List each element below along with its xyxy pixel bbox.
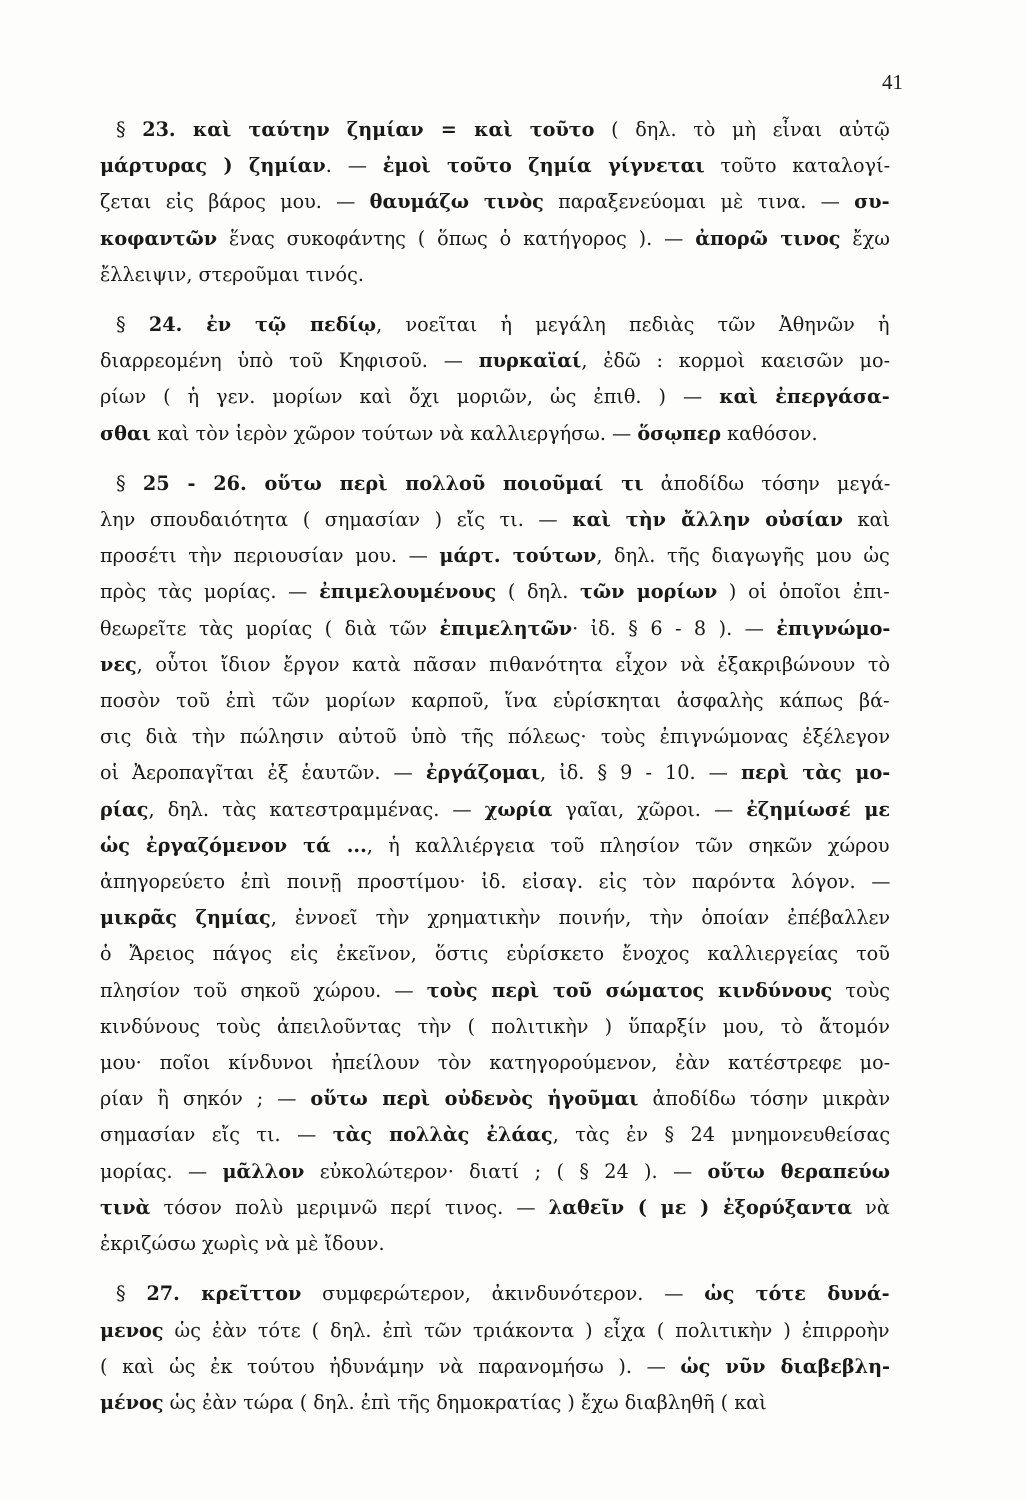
text-run: . —	[325, 154, 383, 178]
text-line	[100, 1117, 890, 1153]
text-run: , ἐννοεῖ τὴν χρηματικὴν ποινήν, τὴν ὁποίαν ἐπέβαλλεν	[270, 906, 890, 930]
text-line	[100, 1081, 890, 1117]
text-run: οἱ Ἀεροπαγῖται ἐξ ἑαυτῶν. —	[100, 761, 426, 785]
text-line	[100, 719, 890, 755]
text-run: ὡς ἐὰν τότε ( δηλ. ἐπὶ τῶν τριάκοντα ) εἶχα ( πολιτικὴν ) ἐπιρροὴν	[163, 1318, 890, 1342]
text-run: , οὗτοι ἴδιον ἔργον κατὰ πᾶσαν πιθανότητα εἶχον νὰ ἐξακριβώνουν τὸ	[136, 652, 890, 676]
bold-lemma: καὶ τὴν ἄλλην οὐσίαν	[572, 508, 843, 532]
text-line	[100, 1226, 890, 1262]
bold-lemma: ὡς νῦν διαβεβλη-	[680, 1354, 890, 1378]
text-line	[100, 900, 890, 936]
text-run: ρίων ( ἡ γεν. μορίων καὶ ὄχι μοριῶν, ὡς ἐπιθ. ) —	[100, 385, 720, 409]
text-run: μορίας. —	[100, 1159, 223, 1183]
bold-lemma: ἀπορῶ τινος	[695, 226, 841, 250]
text-run: συμφερώτερον, ἀκινδυνότερον. —	[301, 1282, 705, 1306]
text-run: τοὺς	[832, 978, 890, 1002]
bold-lemma: μένος	[100, 1390, 164, 1414]
text-run: , δηλ. τῆς διαγωγῆς μου ὡς	[596, 544, 890, 568]
bold-lemma: 23. καὶ ταύτην ζημίαν = καὶ τοῦτο	[142, 118, 595, 141]
text-run: καθόσον.	[721, 421, 818, 445]
bold-lemma: κοφαντῶν	[100, 226, 218, 250]
text-run: θεωρεῖτε τὰς μορίας ( διὰ τῶν	[100, 616, 440, 640]
text-line	[100, 502, 890, 538]
text-run: ἕνας συκοφάντης ( ὅπως ὁ κατήγορος ). —	[217, 226, 696, 250]
text-run: ἔλλειψιν, στεροῦμαι τινός.	[100, 262, 364, 286]
text-run: κινδύνους τοὺς ἀπειλοῦντας τὴν ( πολιτικὴν ) ὕπαρξίν μου, τὸ ἄτομόν	[100, 1014, 890, 1038]
bold-lemma: μάρτυρας ) ζημίαν	[100, 154, 326, 178]
text-line	[100, 647, 890, 683]
bold-lemma: μενος	[100, 1318, 164, 1342]
text-line	[100, 574, 890, 610]
text-run: ὡς ἐὰν τώρα ( δηλ. ἐπὶ τῆς δημοκρατίας ) ἔχω διαβληθῆ ( καὶ	[163, 1390, 767, 1414]
text-line	[100, 828, 890, 864]
bold-lemma: 27. κρεῖττον	[146, 1282, 302, 1306]
text-line	[100, 973, 890, 1009]
bold-lemma: σθαι	[100, 421, 151, 445]
text-run: καὶ	[842, 508, 890, 532]
text-run: ποσὸν τοῦ ἐπὶ τῶν μορίων καρποῦ, ἵνα εὑρίσκηται ἀσφαλὴς κάπως βά-	[100, 689, 890, 713]
bold-lemma: ὅσῳπερ	[637, 421, 721, 445]
text-run: , δηλ. τὰς κατεστραμμένας. —	[148, 797, 485, 821]
text-run: ( δηλ.	[496, 580, 580, 604]
text-run: καὶ τὸν ἱερὸν χῶρον τούτων νὰ καλλιεργήσω. —	[151, 421, 638, 445]
text-run: ἐκριζώσω χωρὶς νὰ μὲ ἴδουν.	[100, 1232, 385, 1256]
bold-lemma: τινὰ	[100, 1195, 151, 1219]
text-line	[100, 343, 890, 379]
text-line	[100, 416, 890, 452]
page-number: 41	[882, 70, 903, 94]
text-line	[100, 148, 890, 184]
paragraph-p23	[100, 112, 890, 293]
text-run: πλησίον τοῦ σηκοῦ χώρου. —	[100, 978, 427, 1002]
text-line	[100, 1009, 890, 1045]
text-run: , νοεῖται ἡ μεγάλη πεδιὰς τῶν Ἀθηνῶν ἡ	[376, 313, 890, 337]
commentary-text	[100, 112, 890, 1421]
text-line	[100, 611, 890, 647]
paragraph-p27	[100, 1276, 890, 1421]
bold-lemma: μάρτ. τούτων	[439, 544, 597, 568]
text-line	[100, 1349, 890, 1385]
text-line	[100, 1385, 890, 1421]
bold-lemma: οὕτω περὶ οὐδενὸς ἡγοῦμαι	[310, 1087, 639, 1111]
text-line	[100, 864, 890, 900]
text-run: §	[116, 1282, 147, 1306]
text-run: τοῦτο καταλογί-	[704, 154, 890, 178]
bold-lemma: πυρκαϊαί	[478, 349, 582, 373]
text-run: σις διὰ τὴν πώλησιν αὐτοῦ ὑπὸ τῆς πόλεως· τοὺς ἐπιγνώμονας ἐξέλεγον	[100, 725, 890, 749]
text-line	[100, 466, 890, 502]
text-line	[100, 379, 890, 415]
bold-lemma: τοὺς περὶ τοῦ σώματος κινδύνους	[426, 978, 833, 1002]
text-run: · ἰδ. § 6 - 8 ). —	[572, 616, 777, 640]
text-run: λην σπουδαιότητα ( σημασίαν ) εἴς τι. —	[100, 508, 573, 532]
bold-lemma: 25 - 26. οὕτω περὶ πολλοῦ ποιοῦμαί τι	[142, 471, 644, 495]
bold-lemma: τὰς πολλὰς ἐλάας	[332, 1123, 553, 1147]
text-run: , ἡ καλλιέργεια τοῦ πλησίον τῶν σηκῶν χώρου	[366, 833, 890, 857]
text-line	[100, 221, 890, 257]
bold-lemma: ὡς τότε δυνά-	[704, 1282, 890, 1306]
text-line	[100, 1313, 890, 1349]
text-line	[100, 1276, 890, 1312]
text-run: ἀπηγορεύετο ἐπὶ ποινῇ προστίμου· ἰδ. εἰσαγ. εἰς τὸν παρόντα λόγον. —	[100, 870, 890, 894]
text-line	[100, 936, 890, 972]
bold-lemma: θαυμάζω τινὸς	[369, 190, 544, 214]
text-run: §	[116, 313, 149, 337]
text-run: ρίαν ἢ σηκόν ; —	[100, 1087, 311, 1111]
bold-lemma: ἐπιμελητῶν	[439, 616, 573, 640]
paragraph-p25	[100, 466, 890, 1262]
text-run: ἀποδίδω τόσην μικρὰν	[638, 1087, 890, 1111]
text-run: μου· ποῖοι κίνδυνοι ἠπείλουν τὸν κατηγορούμενον, ἐὰν κατέστρεφε μο-	[100, 1051, 890, 1075]
bold-lemma: τῶν μορίων	[580, 580, 718, 604]
bold-lemma: 24. ἐν τῷ πεδίῳ	[148, 313, 377, 337]
text-run: διαρρεομένη ὑπὸ τοῦ Κηφισοῦ. —	[100, 349, 479, 373]
bold-lemma: μᾶλλον	[222, 1159, 305, 1183]
text-line	[100, 307, 890, 343]
text-run: ἀποδίδω τόσην μεγά-	[643, 471, 890, 495]
bold-lemma: ρίας	[100, 797, 149, 821]
text-line	[100, 792, 890, 828]
text-run: τόσον πολὺ μεριμνῶ περί τινος. —	[150, 1195, 549, 1219]
text-run: παραξενεύομαι μὲ τινα. —	[543, 190, 855, 214]
bold-lemma: νες	[100, 652, 137, 676]
bold-lemma: ἐπιμελουμένους	[319, 580, 497, 604]
text-line	[100, 257, 890, 293]
bold-lemma: ἐζημίωσέ με	[746, 797, 890, 821]
text-run: προσέτι τὴν περιουσίαν μου. —	[100, 544, 440, 568]
text-line	[100, 538, 890, 574]
text-run: ( δηλ. τὸ μὴ εἶναι αὐτῷ	[594, 118, 890, 141]
text-line	[100, 755, 890, 791]
text-run: §	[116, 118, 143, 141]
bold-lemma: χωρία	[484, 797, 553, 821]
bold-lemma: περὶ τὰς μο-	[740, 761, 890, 785]
text-line	[100, 112, 890, 148]
text-run: ( καὶ ὡς ἐκ τούτου ἠδυνάμην νὰ παρανομήσω ). —	[100, 1354, 681, 1378]
text-run: §	[116, 471, 143, 495]
paragraph-p24	[100, 307, 890, 452]
text-run: γαῖαι, χῶροι. —	[552, 797, 747, 821]
text-run: ζεται εἰς βάρος μου. —	[100, 190, 370, 214]
text-run: ) οἱ ὁποῖοι ἐπι-	[717, 580, 890, 604]
text-run: πρὸς τὰς μορίας. —	[100, 580, 320, 604]
text-run: σημασίαν εἴς τι. —	[100, 1123, 333, 1147]
bold-lemma: συ-	[854, 190, 890, 214]
text-run: εὐκολώτερον· διατί ; ( § 24 ). —	[304, 1159, 708, 1183]
text-run: , ἐδῶ : κορμοὶ καεισῶν μο-	[581, 349, 890, 373]
text-run: ἔχω	[840, 226, 890, 250]
text-run: , ἰδ. § 9 - 10. —	[539, 761, 741, 785]
text-line	[100, 184, 890, 220]
text-line	[100, 683, 890, 719]
bold-lemma: οὕτω θεραπεύω	[707, 1159, 890, 1183]
bold-lemma: λαθεῖν ( με ) ἐξορύξαντα	[548, 1195, 852, 1219]
bold-lemma: ὡς ἐργαζόμενον τά ...	[100, 833, 367, 857]
text-run: ὁ Ἄρειος πάγος εἰς ἐκεῖνον, ὅστις εὑρίσκετο ἔνοχος καλλιεργείας τοῦ	[100, 942, 890, 966]
bold-lemma: καὶ ἐπεργάσα-	[719, 385, 890, 409]
bold-lemma: ἐμοὶ τοῦτο ζημία γίγνεται	[382, 154, 705, 178]
bold-lemma: μικρᾶς ζημίας	[100, 906, 271, 930]
text-run: , τὰς ἐν § 24 μνημονευθείσας	[552, 1123, 890, 1147]
text-line	[100, 1190, 890, 1226]
bold-lemma: ἐπιγνώμο-	[776, 616, 890, 640]
text-line	[100, 1045, 890, 1081]
text-line	[100, 1154, 890, 1190]
bold-lemma: ἐργάζομαι	[425, 761, 540, 785]
text-run: νὰ	[851, 1195, 890, 1219]
